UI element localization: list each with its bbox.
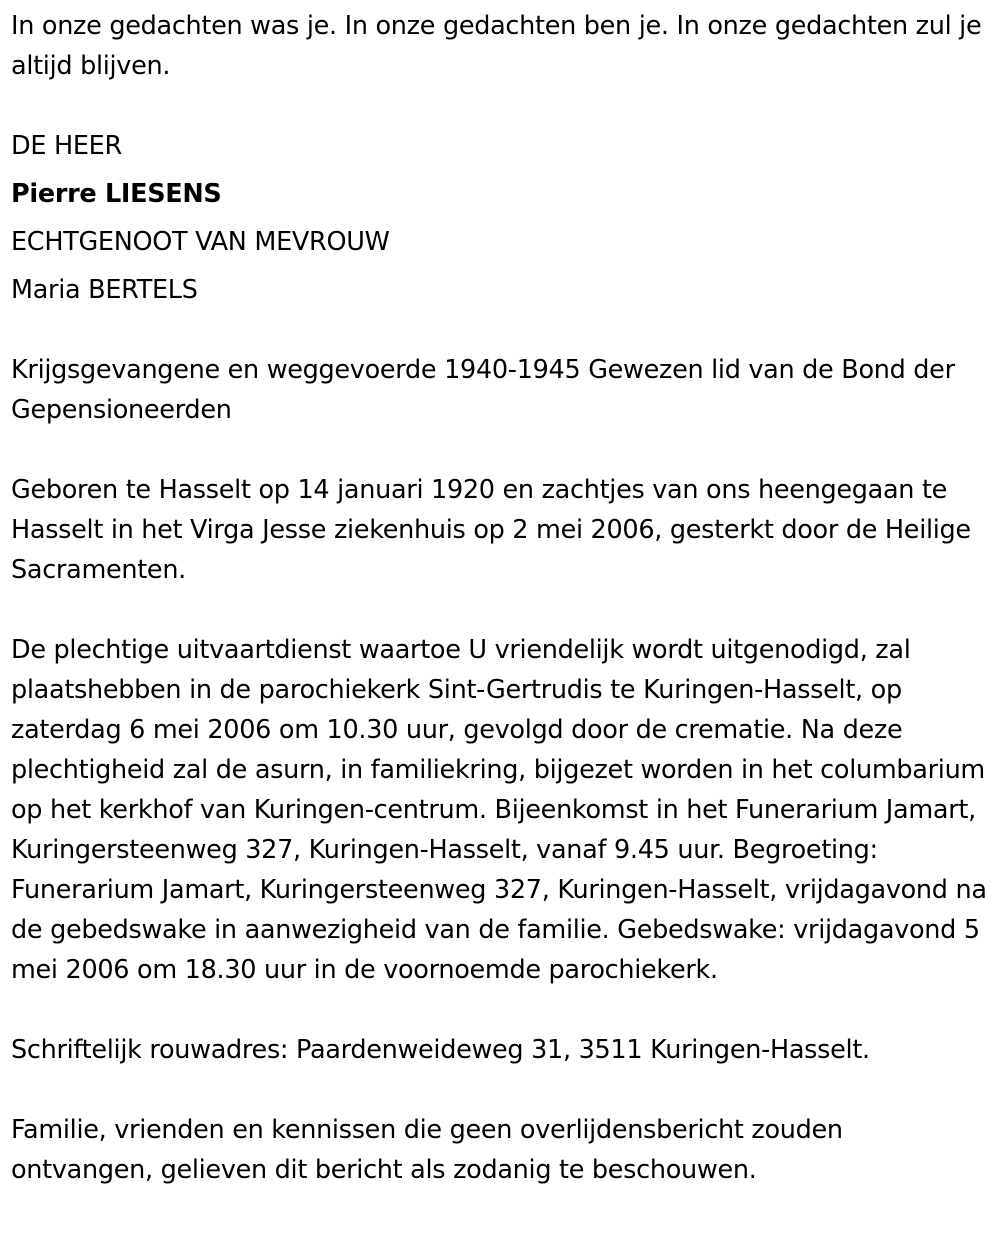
- birth-death-text: Geboren te Hasselt op 14 januari 1920 en zachtjes van ons heengegaan te Hasselt in het Virga Jesse ziekenhuis op 2 mei 2006, gesterkt door de Heilige Sacramenten.: [11, 475, 971, 585]
- spacer: [11, 310, 988, 350]
- deceased-name: Pierre LIESENS: [11, 179, 222, 209]
- spacer: [11, 590, 988, 630]
- address-text: Schriftelijk rouwadres: Paardenweideweg 31, 3511 Kuringen-Hasselt.: [11, 1035, 870, 1065]
- closing-text: Familie, vrienden en kennissen die geen overlijdensbericht zouden ontvangen, gelieven dit bericht als zodanig te beschouwen.: [11, 1115, 843, 1185]
- spacer: [11, 430, 988, 470]
- spacer: [11, 86, 988, 126]
- name-block: [11, 122, 988, 314]
- title-line: DE HEER: [11, 131, 122, 161]
- spouse-line: ECHTGENOOT VAN MEVROUW: [11, 227, 390, 257]
- intro-text: In onze gedachten was je. In onze gedachten ben je. In onze gedachten zul je altijd blijven.: [11, 11, 982, 81]
- biography-text: Krijgsgevangene en weggevoerde 1940-1945 Gewezen lid van de Bond der Gepensioneerden: [11, 355, 955, 425]
- ceremony-text: De plechtige uitvaartdienst waartoe U vriendelijk wordt uitgenodigd, zal plaatshebben in de parochiekerk Sint-Gertrudis te Kuringen-Hasselt, op zaterdag 6 mei 2006 om 10.30 uur, gevolgd door de crematie. Na deze plechtigheid zal de asurn, in familiekring, bijgezet worden in het columbarium op het kerkhof van Kuringen-centrum. Bijeenkomst in het Funerarium Jamart, Kuringersteenweg 327, Kuringen-Hasselt, vanaf 9.45 uur. Begroeting: Funerarium Jamart, Kuringersteenweg 327, Kuringen-Hasselt, vrijdagavond na de gebedswake in aanwezigheid van de familie. Gebedswake: vrijdagavond 5 mei 2006 om 18.30 uur in de voornoemde parochiekerk.: [11, 635, 987, 985]
- spacer: [11, 990, 988, 1030]
- spouse-name: Maria BERTELS: [11, 275, 198, 305]
- spacer: [11, 1070, 988, 1110]
